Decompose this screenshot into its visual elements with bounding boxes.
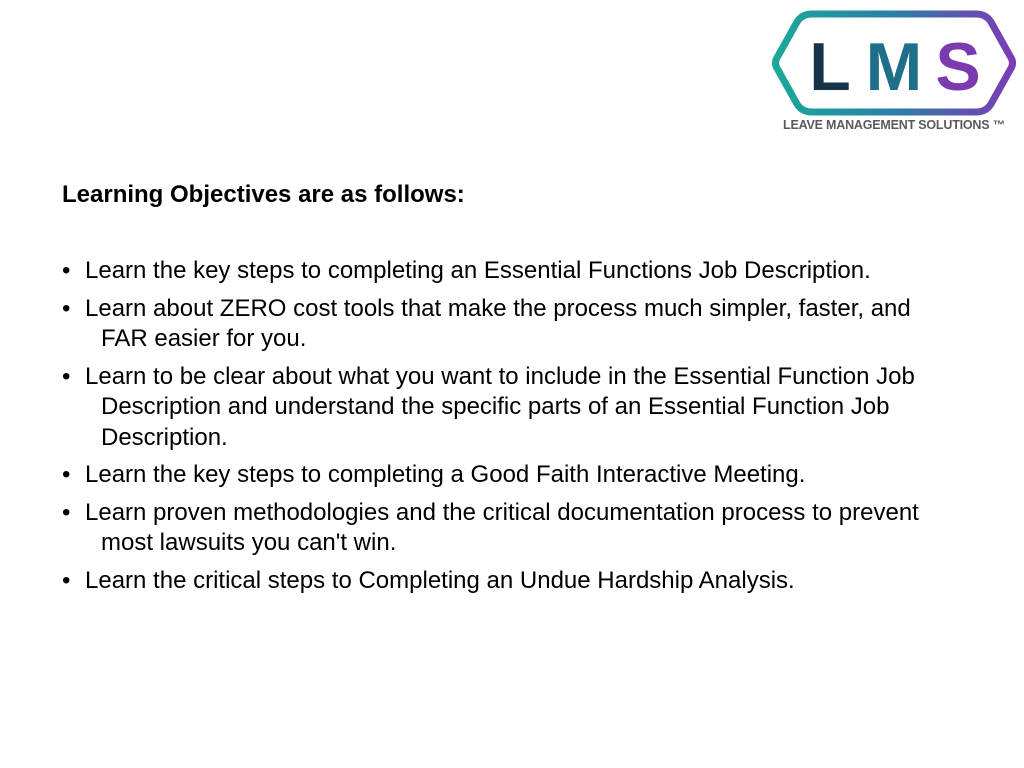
objective-item: [62, 256, 962, 287]
objectives-heading: Learning Objectives are as follows:: [62, 181, 465, 208]
objectives-list: [62, 256, 962, 603]
logo-letter-m: M: [865, 29, 923, 105]
objective-item: [62, 362, 962, 454]
objective-text: Learn the key steps to completing an Essential Functions Job Description.: [85, 257, 871, 284]
lms-logo: [772, 8, 1016, 138]
objective-text: Learn about ZERO cost tools that make the process much simpler, faster, and FAR easier for you.: [85, 294, 911, 352]
bullet-icon: •: [62, 294, 71, 322]
lms-logo-mark: [772, 8, 1016, 118]
objective-text: Learn proven methodologies and the critical documentation process to prevent most lawsuits you can't win.: [85, 498, 919, 556]
objective-item: [62, 566, 962, 597]
bullet-icon: •: [62, 257, 71, 284]
objective-text: Learn to be clear about what you want to include in the Essential Function Job Description and understand the specific parts of an Essential Function Job Description.: [85, 362, 915, 451]
objective-item: [62, 498, 962, 559]
bullet-icon: •: [62, 362, 71, 390]
logo-tagline: LEAVE MANAGEMENT SOLUTIONS ™: [783, 118, 1005, 132]
objective-item: [62, 294, 962, 355]
logo-letter-l: L: [809, 29, 851, 105]
objective-text: Learn the key steps to completing a Good Faith Interactive Meeting.: [85, 461, 806, 488]
bullet-icon: •: [62, 498, 71, 526]
logo-letter-s: S: [935, 29, 981, 105]
objective-item: [62, 460, 962, 491]
bullet-icon: •: [62, 566, 71, 594]
objective-text: Learn the critical steps to Completing an Undue Hardship Analysis.: [85, 566, 795, 594]
bullet-icon: •: [62, 461, 71, 488]
